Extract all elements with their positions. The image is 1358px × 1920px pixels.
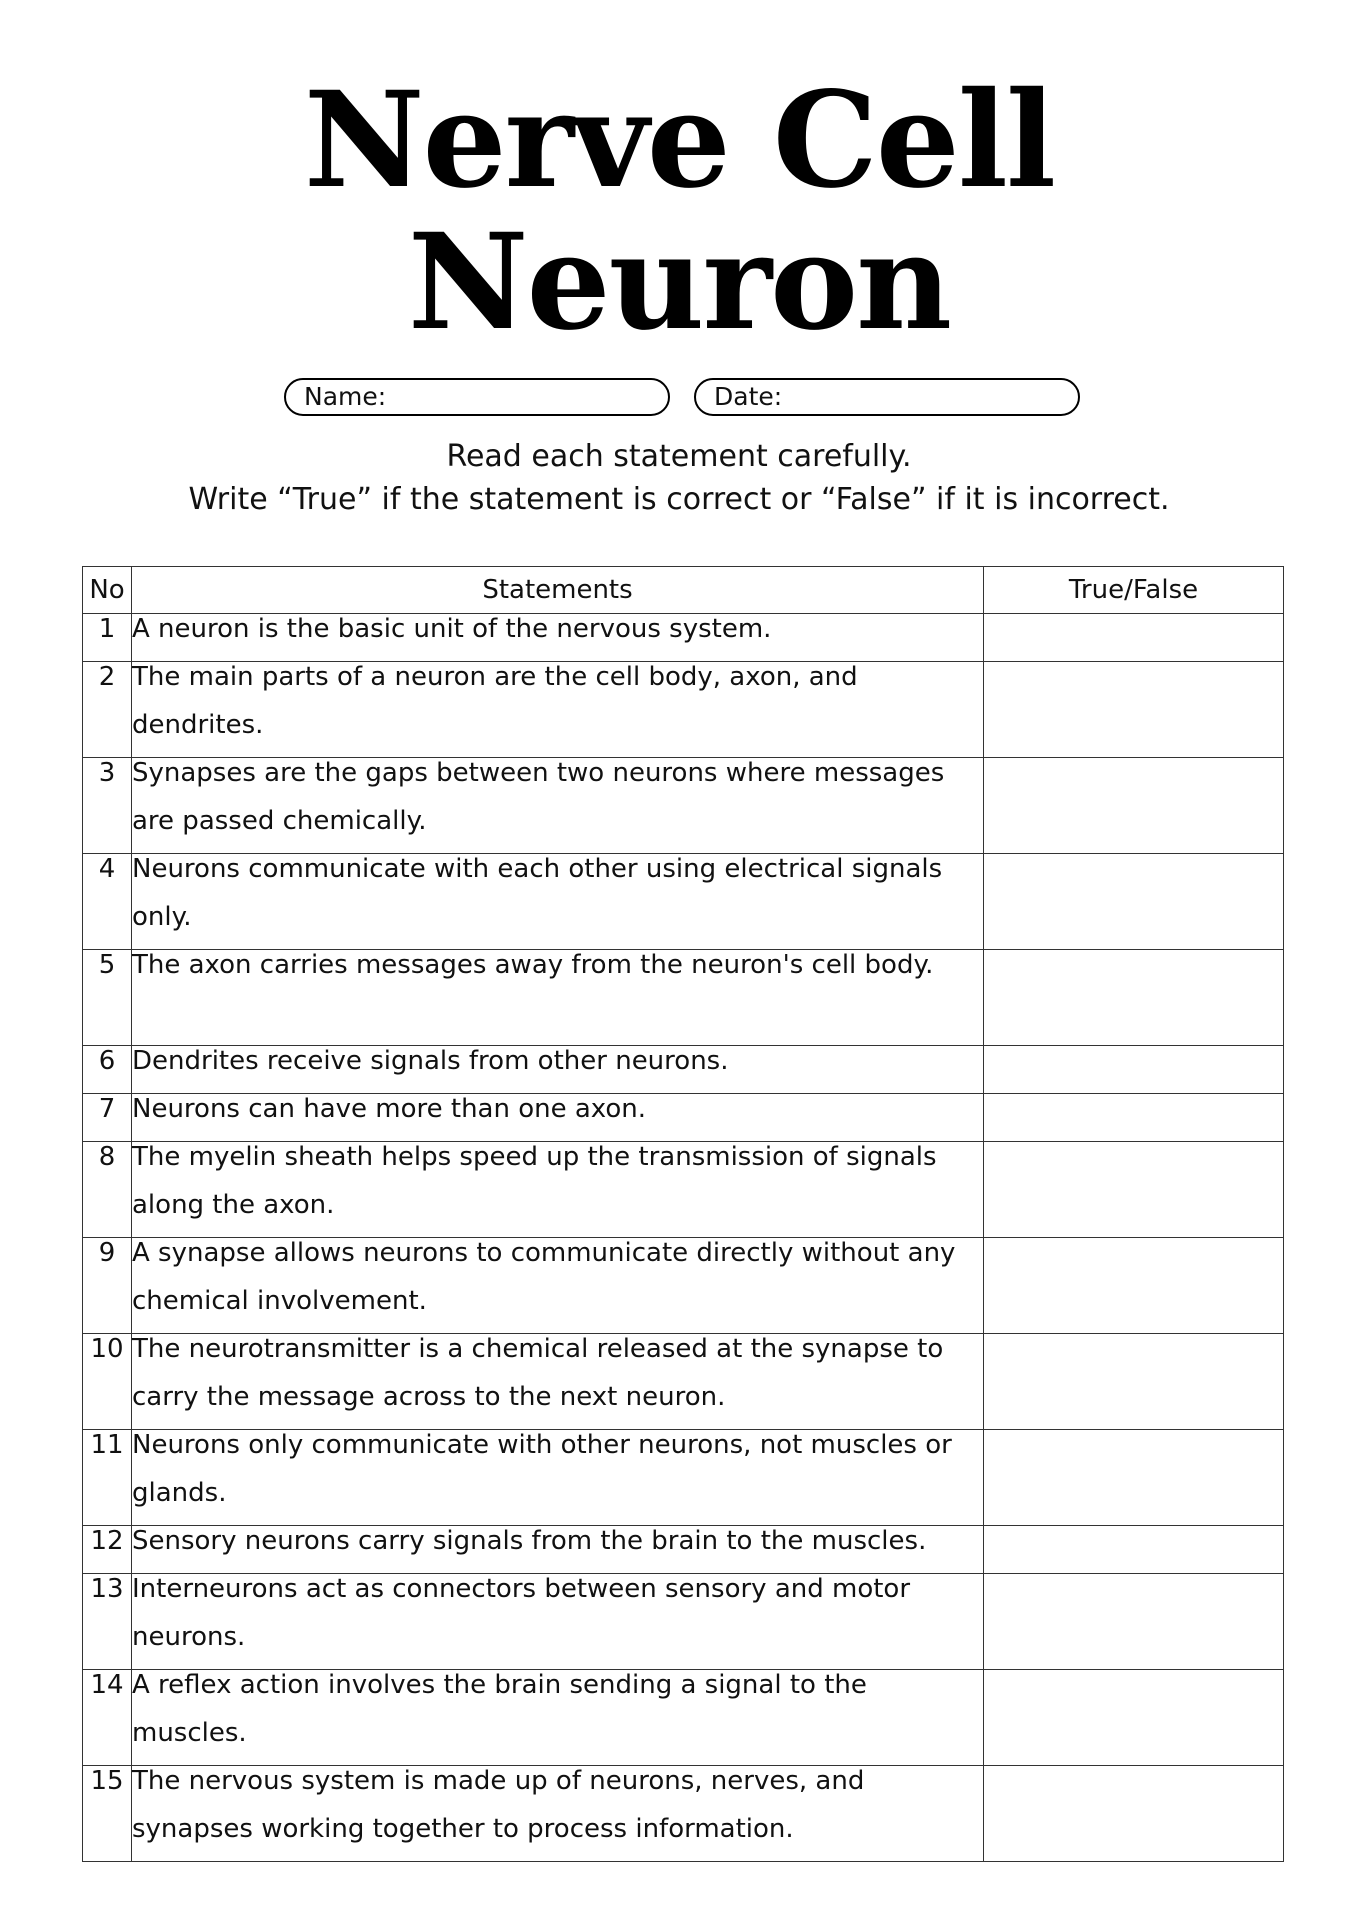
table-row <box>83 1334 1284 1430</box>
row-number: 11 <box>83 1430 132 1526</box>
table-row <box>83 950 1284 1046</box>
row-number: 6 <box>83 1046 132 1094</box>
row-number: 12 <box>83 1526 132 1574</box>
answer-cell[interactable] <box>984 1526 1284 1574</box>
statement-text-content: Interneurons act as connectors between sensory and motor neurons. <box>132 1574 911 1652</box>
answer-cell[interactable] <box>984 614 1284 662</box>
table-row <box>83 1766 1284 1862</box>
table-row <box>83 1238 1284 1334</box>
statement-text-content: The nervous system is made up of neurons, nerves, and synapses working together to process information. <box>132 1766 865 1844</box>
table-row <box>83 662 1284 758</box>
statement-text <box>132 1766 984 1862</box>
row-number: 2 <box>83 662 132 758</box>
statement-text <box>132 1430 984 1526</box>
row-number: 7 <box>83 1094 132 1142</box>
answer-cell[interactable] <box>984 1766 1284 1862</box>
statement-text-content: Synapses are the gaps between two neurons where messages are passed chemically. <box>132 758 945 836</box>
statement-text <box>132 1670 984 1766</box>
statement-text <box>132 1574 984 1670</box>
name-field[interactable] <box>284 378 670 416</box>
answer-cell[interactable] <box>984 662 1284 758</box>
answer-cell[interactable] <box>984 758 1284 854</box>
header-no: No <box>83 567 132 614</box>
row-number: 8 <box>83 1142 132 1238</box>
statement-text-content: The main parts of a neuron are the cell body, axon, and dendrites. <box>132 662 858 740</box>
row-number: 14 <box>83 1670 132 1766</box>
answer-cell[interactable] <box>984 1430 1284 1526</box>
answer-cell[interactable] <box>984 854 1284 950</box>
instruction-line-1: Read each statement carefully. <box>446 439 912 474</box>
statement-text-content: Neurons only communicate with other neurons, not muscles or glands. <box>132 1430 952 1508</box>
statement-text-content: A reflex action involves the brain sending a signal to the muscles. <box>132 1670 867 1748</box>
answer-cell[interactable] <box>984 950 1284 1046</box>
statement-text-content: A neuron is the basic unit of the nervous system. <box>132 614 772 644</box>
date-label: Date: <box>714 382 783 411</box>
row-number: 3 <box>83 758 132 854</box>
statement-text <box>132 1238 984 1334</box>
name-label: Name: <box>304 382 387 411</box>
row-number: 15 <box>83 1766 132 1862</box>
statement-text-content: The axon carries messages away from the neuron's cell body. <box>132 950 934 980</box>
statement-text <box>132 1142 984 1238</box>
table-row <box>83 854 1284 950</box>
statement-text-content: A synapse allows neurons to communicate directly without any chemical involvement. <box>132 1238 956 1316</box>
instruction-line-2: Write “True” if the statement is correct or “False” if it is incorrect. <box>188 482 1170 517</box>
title-line-2: Neuron <box>407 205 951 360</box>
table-row <box>83 1670 1284 1766</box>
statement-text <box>132 950 984 1046</box>
date-field[interactable] <box>694 378 1080 416</box>
answer-cell[interactable] <box>984 1094 1284 1142</box>
answer-cell[interactable] <box>984 1334 1284 1430</box>
true-false-table <box>82 566 1284 1862</box>
row-number: 5 <box>83 950 132 1046</box>
answer-cell[interactable] <box>984 1670 1284 1766</box>
table-row <box>83 758 1284 854</box>
statement-text-content: Dendrites receive signals from other neurons. <box>132 1046 729 1076</box>
answer-cell[interactable] <box>984 1238 1284 1334</box>
row-number: 4 <box>83 854 132 950</box>
answer-cell[interactable] <box>984 1142 1284 1238</box>
row-number: 9 <box>83 1238 132 1334</box>
header-true-false: True/False <box>984 567 1284 614</box>
table-row <box>83 1430 1284 1526</box>
statement-text-content: Neurons communicate with each other using electrical signals only. <box>132 854 943 932</box>
row-number: 1 <box>83 614 132 662</box>
header-statements: Statements <box>132 567 984 614</box>
statement-text <box>132 1334 984 1430</box>
answer-cell[interactable] <box>984 1046 1284 1094</box>
statement-text-content: The myelin sheath helps speed up the transmission of signals along the axon. <box>132 1142 937 1220</box>
statement-text <box>132 662 984 758</box>
title-line-1: Nerve Cell <box>303 63 1055 218</box>
table-row <box>83 1142 1284 1238</box>
table-row <box>83 1574 1284 1670</box>
statement-text-content: Neurons can have more than one axon. <box>132 1094 647 1124</box>
statement-text-content: Sensory neurons carry signals from the brain to the muscles. <box>132 1526 927 1556</box>
statement-text <box>132 758 984 854</box>
row-number: 13 <box>83 1574 132 1670</box>
statement-text-content: The neurotransmitter is a chemical released at the synapse to carry the message across to the next neuron. <box>132 1334 944 1412</box>
row-number: 10 <box>83 1334 132 1430</box>
answer-cell[interactable] <box>984 1574 1284 1670</box>
statement-text <box>132 854 984 950</box>
